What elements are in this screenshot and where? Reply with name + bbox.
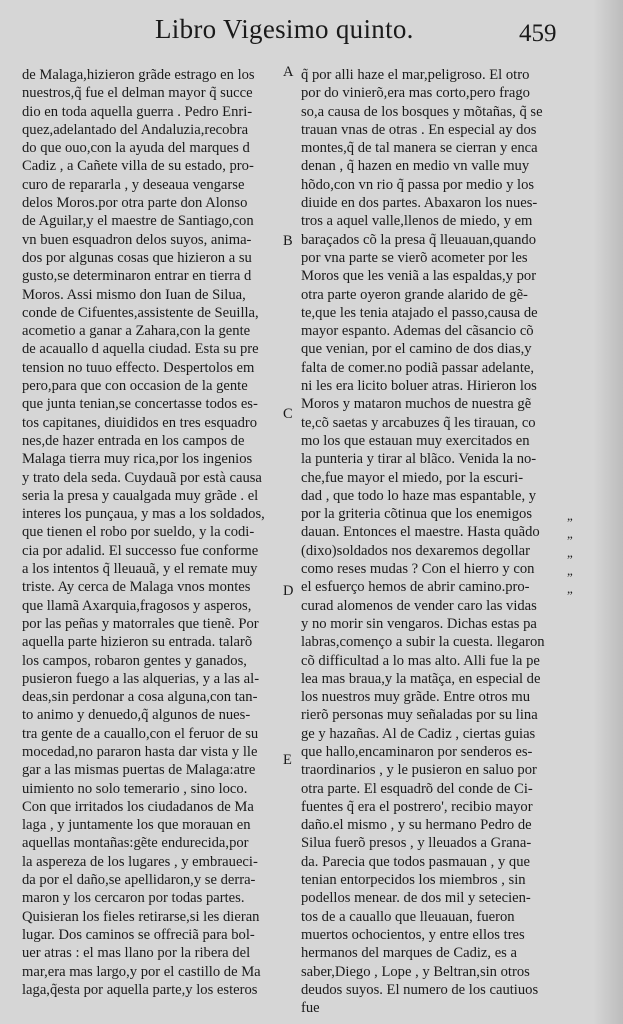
- text-line: dio en toda aquella guerra . Pedro Enri-: [22, 103, 253, 120]
- text-line: q̃ por alli haze el mar,peligroso. El otro: [301, 67, 530, 83]
- text-line: cõ difficultad a lo mas alto. Alli fue la pe: [301, 652, 540, 669]
- text-line: mo los que estauan muy exercitados en: [301, 432, 530, 449]
- text-line: hõdo,con vn rio q̃ passa por medio y los: [301, 176, 535, 193]
- text-line: mayor espanto. Ademas del cãsancio cõ: [301, 323, 534, 340]
- text-line: tra gente de a cauallo,con el feruor de su: [22, 725, 259, 742]
- text-line: otra parte oyeron grande alarido de gẽ-: [301, 286, 528, 303]
- text-line: dos por algunas cosas que hizieron a su: [22, 249, 252, 266]
- text-line: el esfuerço hemos de abrir camino.pro-: [301, 579, 530, 596]
- text-line: que tienen el robo por sueldo, y la codi-: [22, 524, 255, 541]
- text-line: lea mas braua,y la matãça, en especial de: [301, 670, 541, 687]
- text-line: nes,de hazer entrada en los campos de: [22, 432, 245, 449]
- text-line: de Malaga,hizieron grãde estrago en los: [22, 67, 255, 83]
- text-line: de acauallo d aquella ciudad. Esta su pre: [22, 341, 259, 358]
- text-line: aquellas montañas:gẽte endurecida,por: [22, 835, 249, 852]
- text-line: baraçados cõ la presa q̃ lleuauan,quando: [301, 231, 537, 248]
- text-line: traordinarios , y le pusieron en saluo por: [301, 762, 537, 779]
- text-line: te,que les tenia atajado el passo,causa de: [301, 304, 538, 321]
- text-line: curo de repararla , y deseaua vengarse: [22, 176, 245, 193]
- text-line: to animo y denuedo,q̃ algunos de nues-: [22, 707, 251, 724]
- text-line: pusieron fuego a las alquerias, y a las al-: [22, 670, 260, 687]
- text-line: tros a aquel valle,llenos de miedo, y em: [301, 213, 533, 230]
- text-line: quez,adelantado del Andaluzia,recobra: [22, 121, 249, 138]
- text-line: do que ouo,con la ayuda del marques d: [22, 140, 250, 157]
- text-line: de Aguilar,y el maestre de Santiago,con: [22, 213, 254, 230]
- running-title: Libro Vigesimo quinto.: [155, 14, 414, 44]
- margin-marker-d: D: [283, 583, 294, 599]
- text-line: te,cõ saetas y arcabuzes q̃ les tirauan, co: [301, 414, 536, 431]
- text-line: da. Parecia que todos pasmauan , y que: [301, 853, 530, 870]
- text-line: (dixo)soldados nos dexaremos degollar: [301, 542, 530, 559]
- text-line: fue: [301, 1000, 320, 1017]
- quote-mark: „: [567, 544, 573, 560]
- gutter-shadow: [593, 0, 623, 1024]
- text-line: que llamã Axarquia,fragosos y asperos,: [22, 597, 252, 614]
- text-line: gar a las mismas puertas de Malaga:atre: [22, 762, 256, 779]
- text-line: ge y hazañas. Al de Cadiz , ciertas guias: [301, 725, 536, 742]
- text-line: a los intentos q̃ lleuauã, y el remate muy: [22, 561, 258, 578]
- text-line: que hallo,encaminaron por senderos es-: [301, 743, 533, 760]
- margin-marker-c: C: [283, 406, 293, 422]
- right-column: [301, 66, 569, 1017]
- text-line: Malaga tierra muy rica,por los ingenios: [22, 451, 253, 468]
- text-line: so,a causa de los bosques y mõtañas, q̃ se: [301, 103, 543, 120]
- text-line: uer atras : el mas llano por la ribera del: [22, 945, 251, 962]
- text-line: saber,Diego , Lope , y Beltran,sin otros: [301, 963, 530, 980]
- text-line: hermanos del marques de Cadiz, es a: [301, 945, 517, 962]
- text-line: interes los punçaua, y mas a los soldados,: [22, 506, 265, 523]
- text-line: Con que irritados los ciudadanos de Ma: [22, 798, 254, 815]
- text-line: gusto,se determinaron entrar en tierra d: [22, 268, 252, 285]
- text-line: uimiento no solo temerario , sino loco.: [22, 780, 248, 797]
- text-line: por la griteria cõtinua que los enemigos: [301, 506, 532, 523]
- text-line: che,fue mayor el miedo, por la escuri-: [301, 469, 524, 486]
- text-line: montes,q̃ de tal manera se cierran y enca: [301, 140, 538, 157]
- text-line: acometio a ganar a Zahara,con la gente: [22, 323, 251, 340]
- text-line: laga,q̃esta por aquella parte,y los esteros: [22, 981, 258, 998]
- text-line: rierõ personas muy señaladas por su lina: [301, 707, 538, 724]
- text-line: denan , q̃ hazen en medio vn valle muy: [301, 158, 530, 175]
- text-line: falta de comer.no podiã passar adelante,: [301, 359, 534, 376]
- text-line: cia por adalid. El successo fue conforme: [22, 542, 259, 559]
- text-line: por do vinierõ,era mas corto,pero frago: [301, 85, 530, 102]
- quote-mark: „: [567, 562, 573, 578]
- page-number: 459: [519, 20, 557, 47]
- text-line: diuide en dos partes. Abaxaron los nues-: [301, 195, 538, 212]
- text-line: muertos ochocientos, y entre ellos tres: [301, 926, 525, 943]
- text-line: por las peñas y matorrales que tienẽ. Por: [22, 615, 259, 632]
- text-line: daño.el mismo , y su hermano Pedro de: [301, 817, 532, 834]
- text-line: dauan. Entonces el maestre. Hasta quãdo: [301, 524, 540, 541]
- margin-marker-e: E: [283, 752, 292, 768]
- text-line: Moros. Assi mismo don Iuan de Silua,: [22, 286, 246, 303]
- text-line: lugar. Dos caminos se offreciã para bol-: [22, 926, 255, 943]
- text-line: seria la presa y caualgada muy grãde . el: [22, 487, 259, 504]
- text-line: otra parte. El esquadrõ del conde de Ci-: [301, 780, 533, 797]
- quote-mark: „: [567, 526, 573, 542]
- text-line: podellos menear. de dos mil y setecien-: [301, 890, 531, 907]
- text-line: deudos suyos. El numero de los cautiuos: [301, 981, 539, 998]
- text-line: y no morir sin vengaros. Dichas estas pa: [301, 615, 537, 632]
- text-line: curad alomenos de vender caro las vidas: [301, 597, 537, 614]
- text-line: conde de Cifuentes,assistente de Seuilla,: [22, 304, 259, 321]
- text-line: da por el daño,se apellidaron,y se derra-: [22, 872, 256, 889]
- text-line: la aspereza de los lugares , y embraueci-: [22, 853, 258, 870]
- text-line: vn buen esquadron delos suyos, anima-: [22, 231, 252, 248]
- text-line: pero,para que con occasion de la gente: [22, 378, 248, 395]
- text-line: nuestros,q̃ fue el delman mayor q̃ succe: [22, 85, 253, 102]
- text-line: que venian, por el camino de dos dias,y: [301, 341, 532, 358]
- text-line: trauan vnas de otras . En especial ay dos: [301, 121, 537, 138]
- text-line: fuentes q̃ era el postrero', recibio mayor: [301, 798, 533, 815]
- text-line: mocedad,no pararon hasta dar vista y lle: [22, 743, 258, 760]
- text-line: Moros que les veniã a las espaldas,y por: [301, 268, 537, 285]
- left-column: [22, 66, 284, 999]
- text-line: mar,era mas largo,y por el castillo de Ma: [22, 963, 261, 980]
- quote-mark: „: [567, 581, 573, 597]
- text-line: labras,començo a subir la cuesta. llegaron: [301, 634, 545, 651]
- text-line: tos de a cauallo que lleuauan, fueron: [301, 908, 515, 925]
- text-line: triste. Ay cerca de Malaga vnos montes: [22, 579, 251, 596]
- text-line: tenian entorpecidos los miembros , sin: [301, 872, 526, 889]
- text-line: los campos, robaron gentes y ganados,: [22, 652, 247, 669]
- text-line: por vna parte se vierõ acometer por les: [301, 249, 528, 266]
- text-line: ni les era licito boluer atras. Hirieron los: [301, 378, 537, 395]
- text-line: delos Moros.por otra parte don Alonso: [22, 195, 248, 212]
- text-line: Moros y mataron muchos de nuestra gẽ: [301, 396, 532, 413]
- text-line: deas,sin perdonar a cosa alguna,con tan-: [22, 689, 258, 706]
- text-line: maron y los cercaron por todas partes.: [22, 890, 245, 907]
- text-line: aquella parte hizieron su entrada. talarõ: [22, 634, 253, 651]
- text-line: dad , que todo lo haze mas espantable, y: [301, 487, 537, 504]
- text-line: la punteria y tirar al blãco. Venida la no-: [301, 451, 537, 468]
- text-line: como reses mudas ? Con el hierro y con: [301, 561, 535, 578]
- text-line: tension no tuuo effecto. Despertolos em: [22, 359, 255, 376]
- text-line: Quisieran los fieles retirarse,si les dieran: [22, 908, 260, 925]
- text-line: laga , y juntamente los que morauan en: [22, 817, 251, 834]
- text-line: tos capitanes, diuididos en tres esquadro: [22, 414, 258, 431]
- text-line: y trato dela seda. Cuydauã por està causa: [22, 469, 262, 486]
- text-line: Cadiz , a Cañete villa de su estado, pro-: [22, 158, 254, 175]
- margin-marker-b: B: [283, 233, 293, 249]
- margin-marker-a: A: [283, 64, 294, 80]
- quote-mark: „: [567, 508, 573, 523]
- text-line: Silua fuerõ presos , y lleuados a Grana-: [301, 835, 532, 852]
- text-line: que junta tenian,se concertasse todos es-: [22, 396, 258, 413]
- quote-marks: [567, 507, 573, 598]
- text-line: los nuestros muy grãde. Entre otros mu: [301, 689, 531, 706]
